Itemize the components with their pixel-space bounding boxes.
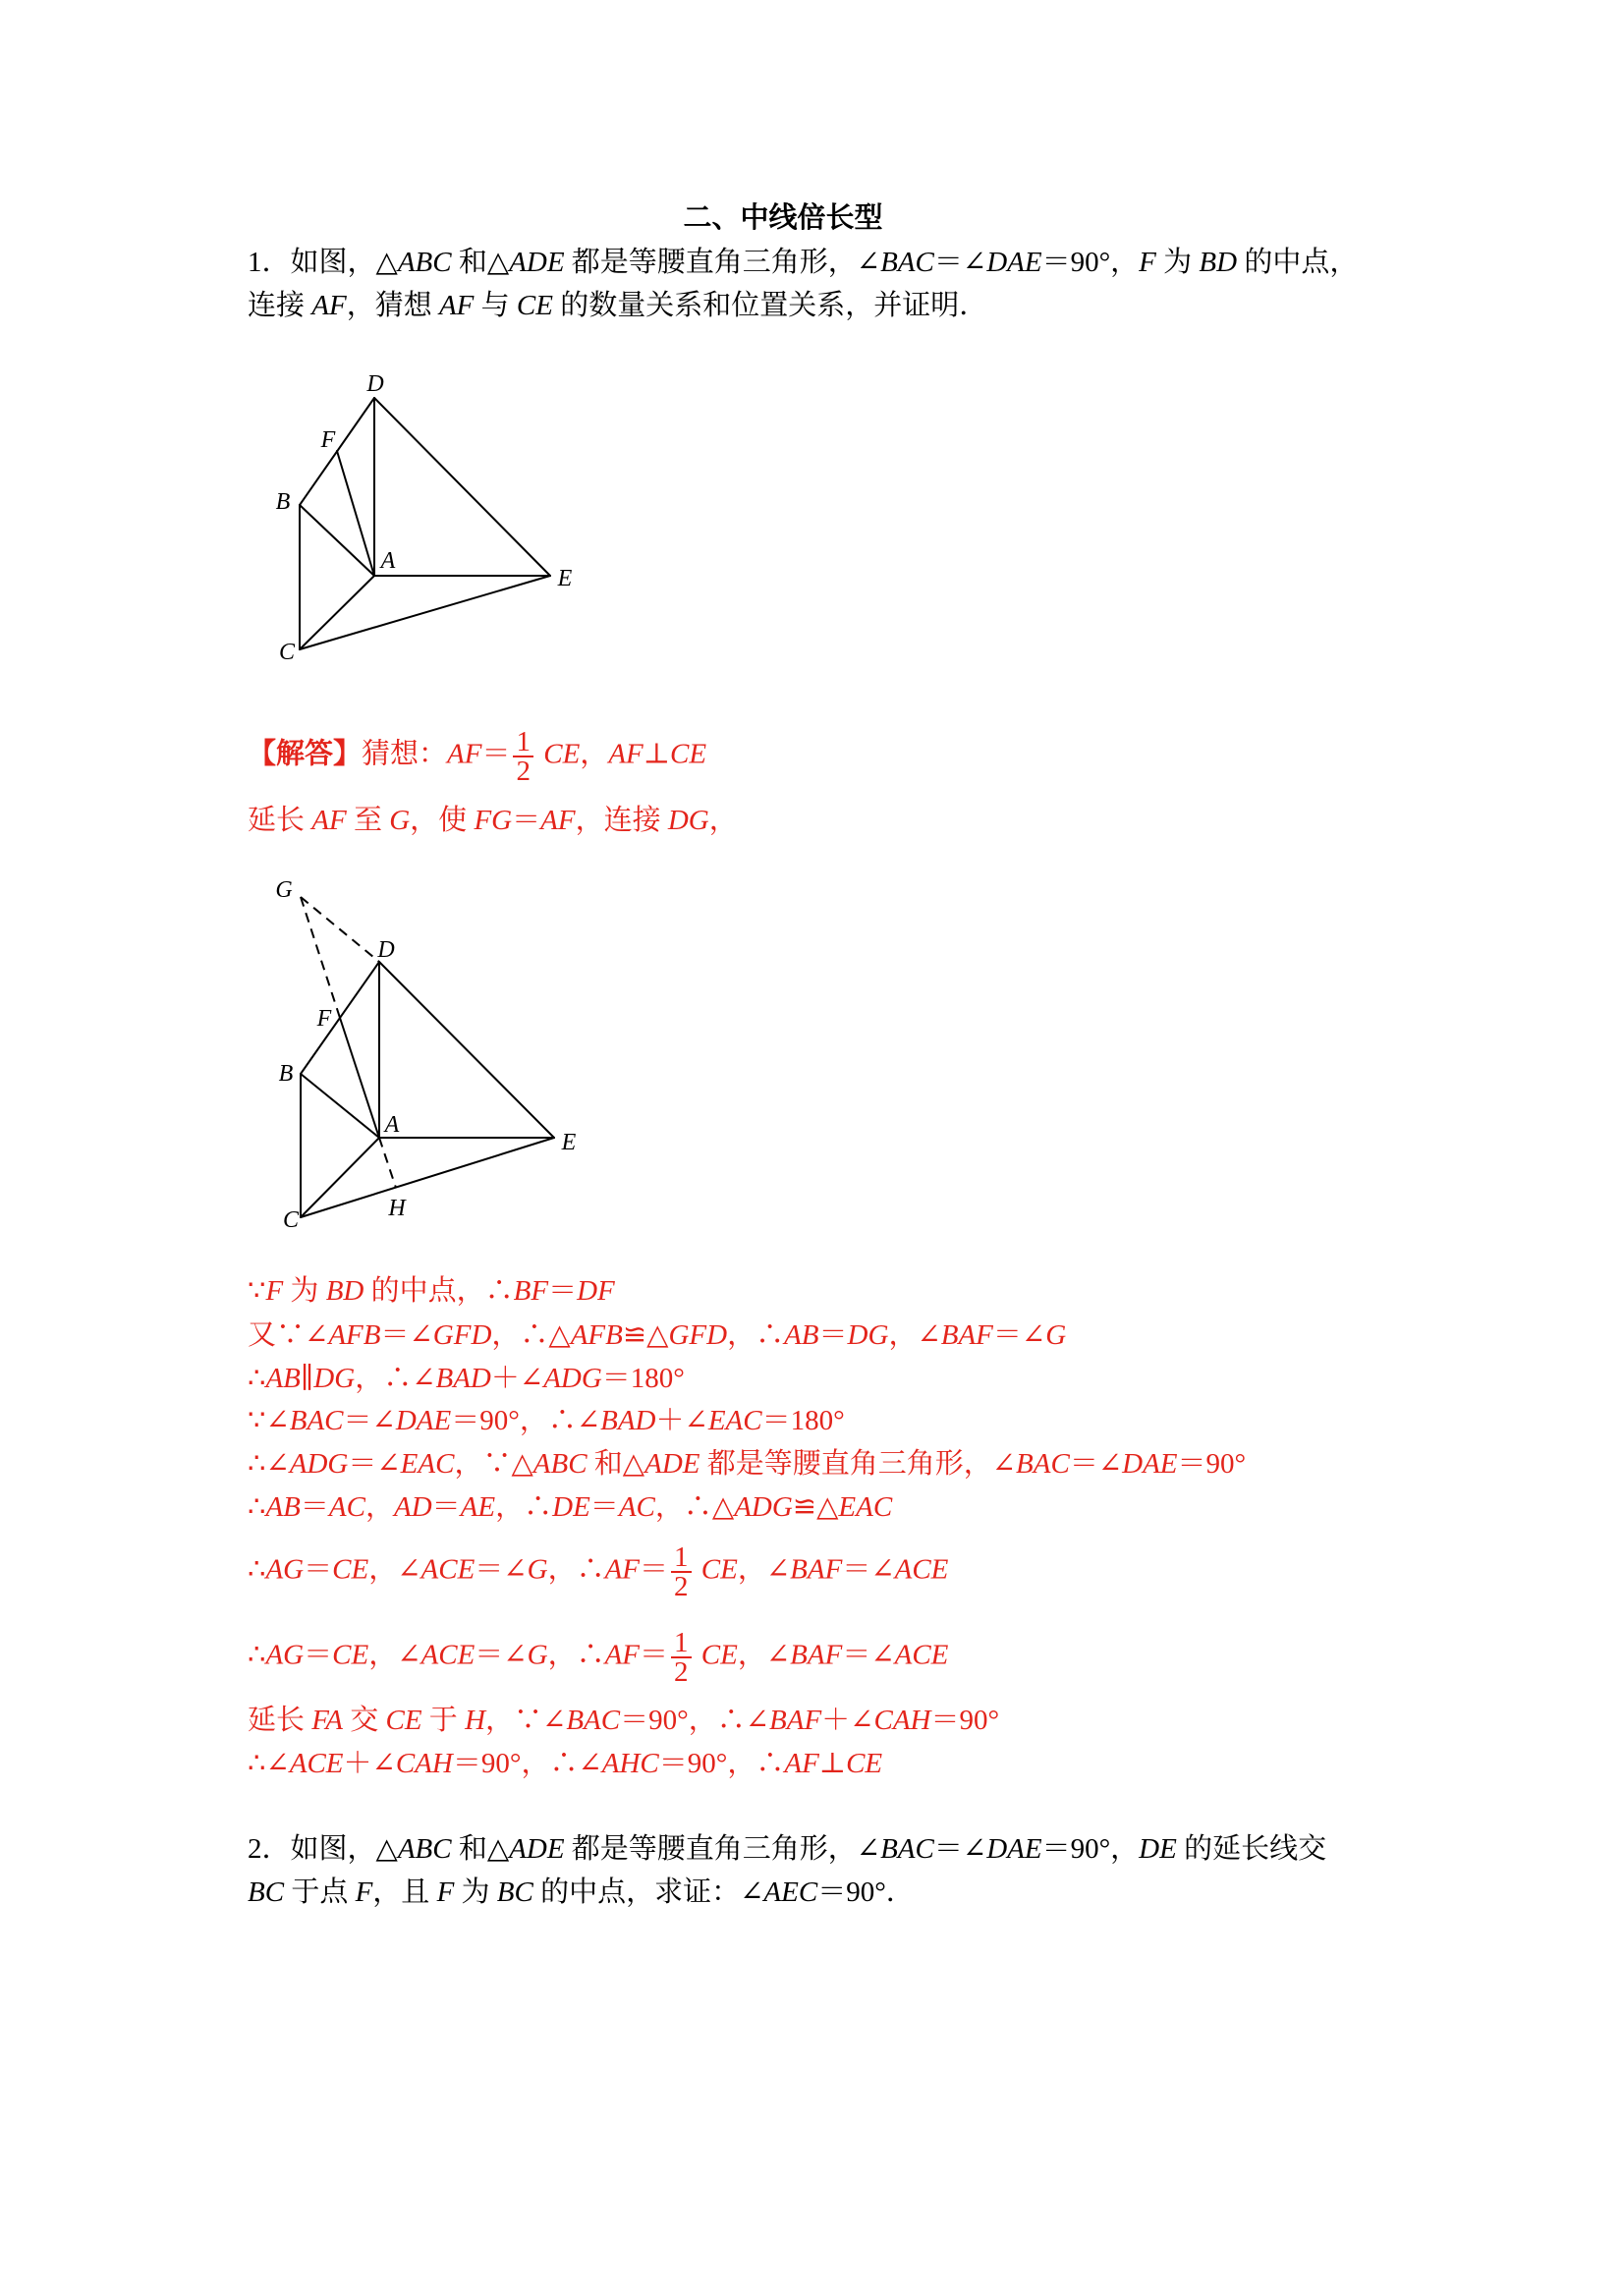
- math-variable: BAD: [600, 1405, 656, 1436]
- math-variable: BC: [248, 1876, 285, 1908]
- math-variable: ADE: [509, 247, 565, 278]
- math-variable: AD: [393, 1491, 432, 1523]
- math-variable: AB: [784, 1319, 819, 1351]
- math-variable: BAD: [435, 1363, 491, 1394]
- math-variable: ADE: [509, 1833, 565, 1865]
- math-variable: AF: [438, 290, 475, 321]
- solution-heading: 【解答】: [248, 738, 363, 770]
- math-variable: DF: [577, 1275, 615, 1307]
- math-variable: DG: [313, 1363, 356, 1394]
- math-variable: DAE: [986, 1833, 1042, 1865]
- figure-1: [276, 371, 573, 665]
- math-variable: AG: [265, 1553, 305, 1586]
- math-variable: BC: [496, 1876, 533, 1908]
- math-variable: ABC: [532, 1448, 588, 1480]
- text-run: 连接 AF，猜想 AF 与 CE 的数量关系和位置关系，并证明．: [248, 290, 988, 321]
- text-run: 1．如图，△ABC 和△ADE 都是等腰直角三角形，∠BAC＝∠DAE＝90°，F 为 BD 的中点，: [248, 247, 1359, 278]
- math-variable: AF: [311, 290, 347, 321]
- math-variable: CE: [332, 1553, 369, 1586]
- math-variable: EAC: [838, 1491, 893, 1523]
- math-variable: AF: [784, 1748, 819, 1779]
- fraction-denominator: 2: [674, 1571, 689, 1602]
- math-variable: BAC: [1016, 1448, 1070, 1480]
- text-run: 延长 FA 交 CE 于 H，∵∠BAC＝90°，∴∠BAF＋∠CAH＝90°: [248, 1705, 1000, 1736]
- math-variable: ACE: [289, 1748, 344, 1779]
- math-variable: AF: [311, 805, 347, 836]
- fraction-numerator: 1: [513, 728, 533, 757]
- math-variable: ACE: [894, 1639, 949, 1671]
- text-run: CE，AF⊥CE: [543, 738, 707, 770]
- math-variable: AB: [265, 1491, 301, 1523]
- math-variable: CE: [385, 1705, 422, 1736]
- math-variable: AF: [604, 1639, 641, 1671]
- point-label-h: H: [388, 1196, 406, 1221]
- segment-fa: [340, 1018, 379, 1138]
- fraction-numerator: 1: [671, 1543, 692, 1573]
- text-run: ∴AB∥DG，∴∠BAD＋∠ADG＝180°: [248, 1363, 685, 1394]
- math-variable: AF: [447, 738, 482, 770]
- math-variable: CE: [332, 1639, 369, 1671]
- point-label-a: A: [380, 548, 396, 574]
- math-variable: DG: [667, 805, 709, 836]
- figure-2: [275, 877, 576, 1233]
- math-variable: AE: [460, 1491, 496, 1523]
- point-label-f: F: [320, 427, 336, 453]
- math-variable: BF: [513, 1275, 549, 1307]
- point-label-e: E: [557, 566, 573, 591]
- math-variable: DAE: [395, 1405, 452, 1436]
- math-variable: AB: [265, 1363, 301, 1394]
- math-variable: BD: [1199, 247, 1238, 278]
- math-variable: BAC: [289, 1405, 344, 1436]
- math-variable: AC: [328, 1491, 365, 1523]
- math-variable: G: [389, 805, 411, 836]
- math-variable: G: [527, 1553, 548, 1586]
- text-run: ∴∠ADG＝∠EAC，∵△ABC 和△ADE 都是等腰直角三角形，∠BAC＝∠DAE＝90°: [248, 1448, 1247, 1480]
- math-variable: FG: [474, 805, 513, 836]
- text-run: ∵∠BAC＝∠DAE＝90°，∴∠BAD＋∠EAC＝180°: [248, 1405, 845, 1436]
- math-variable: BAF: [790, 1639, 843, 1671]
- segment-gd-dashed: [301, 897, 379, 962]
- math-variable: DG: [847, 1319, 889, 1351]
- math-variable: CAH: [873, 1705, 931, 1736]
- math-variable: AFB: [328, 1319, 381, 1351]
- math-variable: F: [436, 1876, 455, 1908]
- math-variable: ACE: [420, 1639, 476, 1671]
- math-variable: FA: [311, 1705, 343, 1736]
- math-variable: AF: [604, 1553, 641, 1586]
- math-variable: DE: [1139, 1833, 1177, 1865]
- text-run: CE，∠BAF＝∠ACE: [700, 1639, 949, 1671]
- math-variable: EAC: [707, 1405, 762, 1436]
- text-run: BC 于点 F，且 F 为 BC 的中点，求证：∠AEC＝90°．: [248, 1876, 915, 1908]
- point-label-c: C: [278, 640, 296, 665]
- text-run: ∴∠ACE＋∠CAH＝90°，∴∠AHC＝90°，∴AF⊥CE: [248, 1748, 883, 1779]
- fraction-numerator: 1: [671, 1629, 692, 1658]
- math-variable: DAE: [1122, 1448, 1178, 1480]
- math-variable: CE: [700, 1553, 738, 1586]
- math-variable: ADG: [289, 1448, 349, 1480]
- math-variable: AEC: [763, 1876, 818, 1908]
- math-variable: BAF: [790, 1553, 843, 1586]
- point-label-d: D: [366, 371, 384, 397]
- text-run: ∴AB＝AC，AD＝AE，∴DE＝AC，∴△ADG≌△EAC: [248, 1491, 893, 1523]
- math-variable: CAH: [395, 1748, 453, 1779]
- math-variable: ADE: [644, 1448, 700, 1480]
- math-variable: AG: [265, 1639, 305, 1671]
- point-label-c: C: [282, 1207, 300, 1233]
- segment-ah-dashed: [379, 1138, 396, 1188]
- math-variable: BAC: [880, 1833, 934, 1865]
- math-variable: ACE: [420, 1553, 476, 1586]
- math-variable: AF: [540, 805, 576, 836]
- math-variable: GFD: [668, 1319, 728, 1351]
- math-variable: ABC: [397, 247, 452, 278]
- text-run: 延长 AF 至 G，使 FG＝AF，连接 DG，: [248, 805, 738, 836]
- point-label-g: G: [275, 877, 293, 903]
- math-variable: BAF: [940, 1319, 993, 1351]
- math-variable: G: [527, 1639, 548, 1671]
- point-label-b: B: [278, 1061, 294, 1087]
- text-run: CE，∠BAF＝∠ACE: [700, 1553, 949, 1586]
- math-variable: ACE: [894, 1553, 949, 1586]
- fraction-denominator: 2: [674, 1656, 689, 1688]
- math-variable: AC: [618, 1491, 655, 1523]
- math-variable: F: [1139, 247, 1156, 278]
- point-label-a: A: [384, 1112, 400, 1138]
- math-variable: BAF: [769, 1705, 822, 1736]
- fraction-denominator: 2: [516, 756, 531, 787]
- math-variable: F: [265, 1275, 284, 1307]
- math-variable: CE: [543, 738, 581, 770]
- math-variable: H: [465, 1705, 486, 1736]
- math-variable: CE: [670, 738, 707, 770]
- math-variable: AFB: [570, 1319, 623, 1351]
- math-variable: GFD: [432, 1319, 492, 1351]
- section-title: 二、中线倍长型: [683, 202, 883, 234]
- math-variable: ADG: [734, 1491, 793, 1523]
- point-label-f: F: [316, 1006, 332, 1032]
- point-label-d: D: [377, 937, 395, 963]
- text-run: ∵F 为 BD 的中点，∴BF＝DF: [248, 1275, 615, 1307]
- math-variable: G: [1045, 1319, 1067, 1351]
- segment-gf-dashed: [301, 897, 340, 1018]
- math-variable: BAC: [880, 247, 934, 278]
- point-label-e: E: [561, 1130, 577, 1155]
- point-label-b: B: [275, 489, 291, 515]
- math-variable: CE: [516, 290, 553, 321]
- text-run: 猜想：AF＝: [362, 738, 511, 770]
- segment-de: [374, 398, 550, 576]
- segment-ba: [301, 1074, 379, 1138]
- math-variable: CE: [700, 1639, 738, 1671]
- math-variable: F: [355, 1876, 373, 1908]
- math-variable: EAC: [400, 1448, 455, 1480]
- math-variable: BAC: [566, 1705, 621, 1736]
- math-variable: AF: [608, 738, 644, 770]
- math-variable: AHC: [601, 1748, 659, 1779]
- text-run: 2．如图，△ABC 和△ADE 都是等腰直角三角形，∠BAC＝∠DAE＝90°，DE 的延长线交: [248, 1833, 1327, 1865]
- text-run: ∴AG＝CE，∠ACE＝∠G，∴AF＝: [248, 1639, 669, 1671]
- math-variable: ADG: [543, 1363, 602, 1394]
- math-variable: CE: [846, 1748, 883, 1779]
- math-variable: DAE: [986, 247, 1042, 278]
- math-variable: DE: [552, 1491, 590, 1523]
- segment-db: [301, 962, 379, 1074]
- math-variable: ABC: [397, 1833, 452, 1865]
- text-run: ∴AG＝CE，∠ACE＝∠G，∴AF＝: [248, 1553, 669, 1586]
- math-variable: BD: [325, 1275, 364, 1307]
- text-run: 又∵∠AFB＝∠GFD，∴△AFB≌△GFD，∴AB＝DG，∠BAF＝∠G: [248, 1319, 1067, 1351]
- segment-de: [379, 962, 554, 1138]
